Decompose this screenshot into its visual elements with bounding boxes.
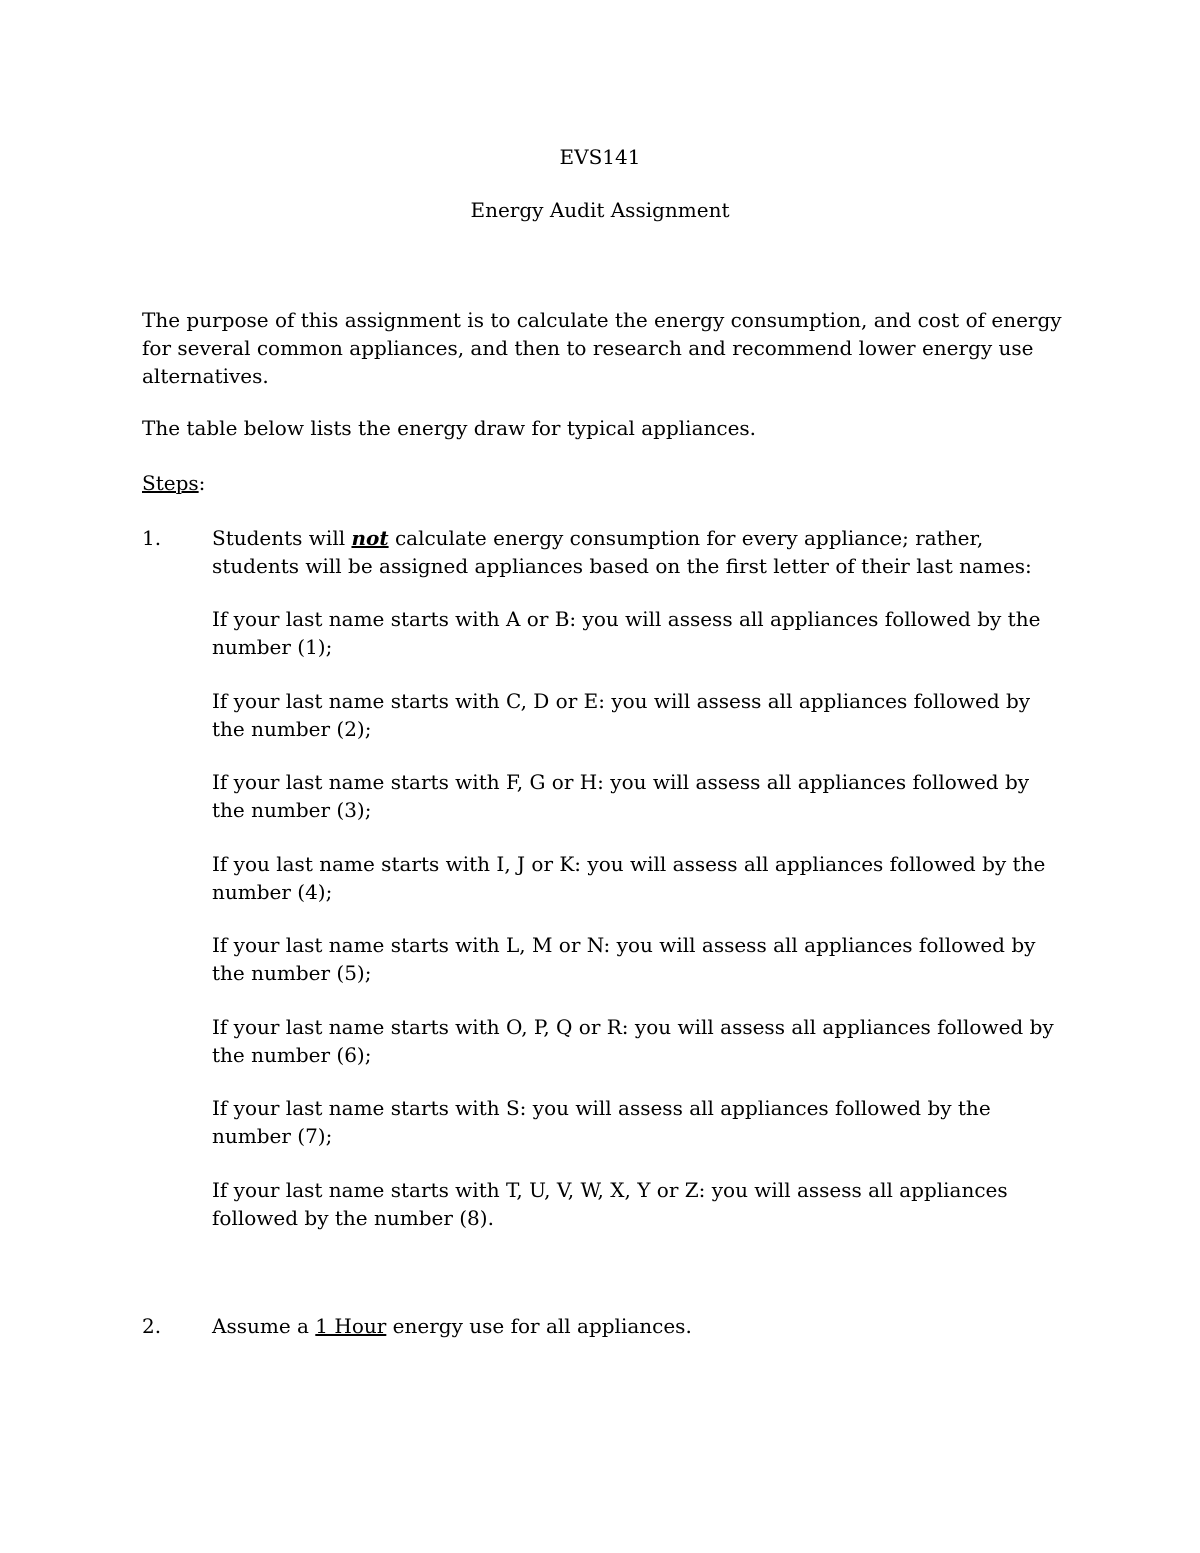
steps-heading-colon: : — [198, 471, 206, 495]
document-title: Energy Audit Assignment — [470, 198, 730, 222]
step-2-text — [212, 1312, 1062, 1340]
step-1-emphasis: not — [351, 526, 389, 550]
course-code: EVS141 — [559, 145, 641, 169]
step-2-text-after: energy use for all appliances. — [386, 1314, 692, 1338]
rule-item: If your last name starts with F, G or H: you will assess all appliances followed by the number (3); — [212, 770, 1030, 822]
rule-item: If your last name starts with L, M or N: you will assess all appliances followed by the number (5); — [212, 933, 1036, 985]
step-1-text-after: calculate energy consumption for every appliance; rather, students will be assigned appliances based on the first letter of their last names: — [212, 526, 1032, 578]
rule-item: If your last name starts with C, D or E: you will assess all appliances followed by the number (2); — [212, 689, 1031, 741]
step-2-emphasis: 1 Hour — [315, 1314, 387, 1338]
rule-item: If your last name starts with A or B: you will assess all appliances followed by the number (1); — [212, 607, 1041, 659]
steps-heading — [142, 469, 1062, 497]
step-1-number: 1. — [142, 526, 162, 550]
steps-heading-label: Steps — [142, 471, 199, 495]
rule-item: If your last name starts with O, P, Q or R: you will assess all appliances followed by the number (6); — [212, 1015, 1054, 1067]
rule-item: If your last name starts with T, U, V, W, X, Y or Z: you will assess all appliances followed by the number (8). — [212, 1178, 1008, 1230]
step-1-text — [212, 524, 1062, 580]
rule-item: If your last name starts with S: you will assess all appliances followed by the number (7); — [212, 1096, 991, 1148]
rule-item: If you last name starts with I, J or K: you will assess all appliances followed by the number (4); — [212, 852, 1046, 904]
step-1-text-before: Students will — [212, 526, 352, 550]
purpose-paragraph: The purpose of this assignment is to calculate the energy consumption, and cost of energy for several common appliances, and then to research and recommend lower energy use alternatives. — [142, 308, 1062, 388]
step-2-number: 2. — [142, 1314, 162, 1338]
table-note-paragraph: The table below lists the energy draw for typical appliances. — [142, 416, 757, 440]
step-2-text-before: Assume a — [212, 1314, 316, 1338]
